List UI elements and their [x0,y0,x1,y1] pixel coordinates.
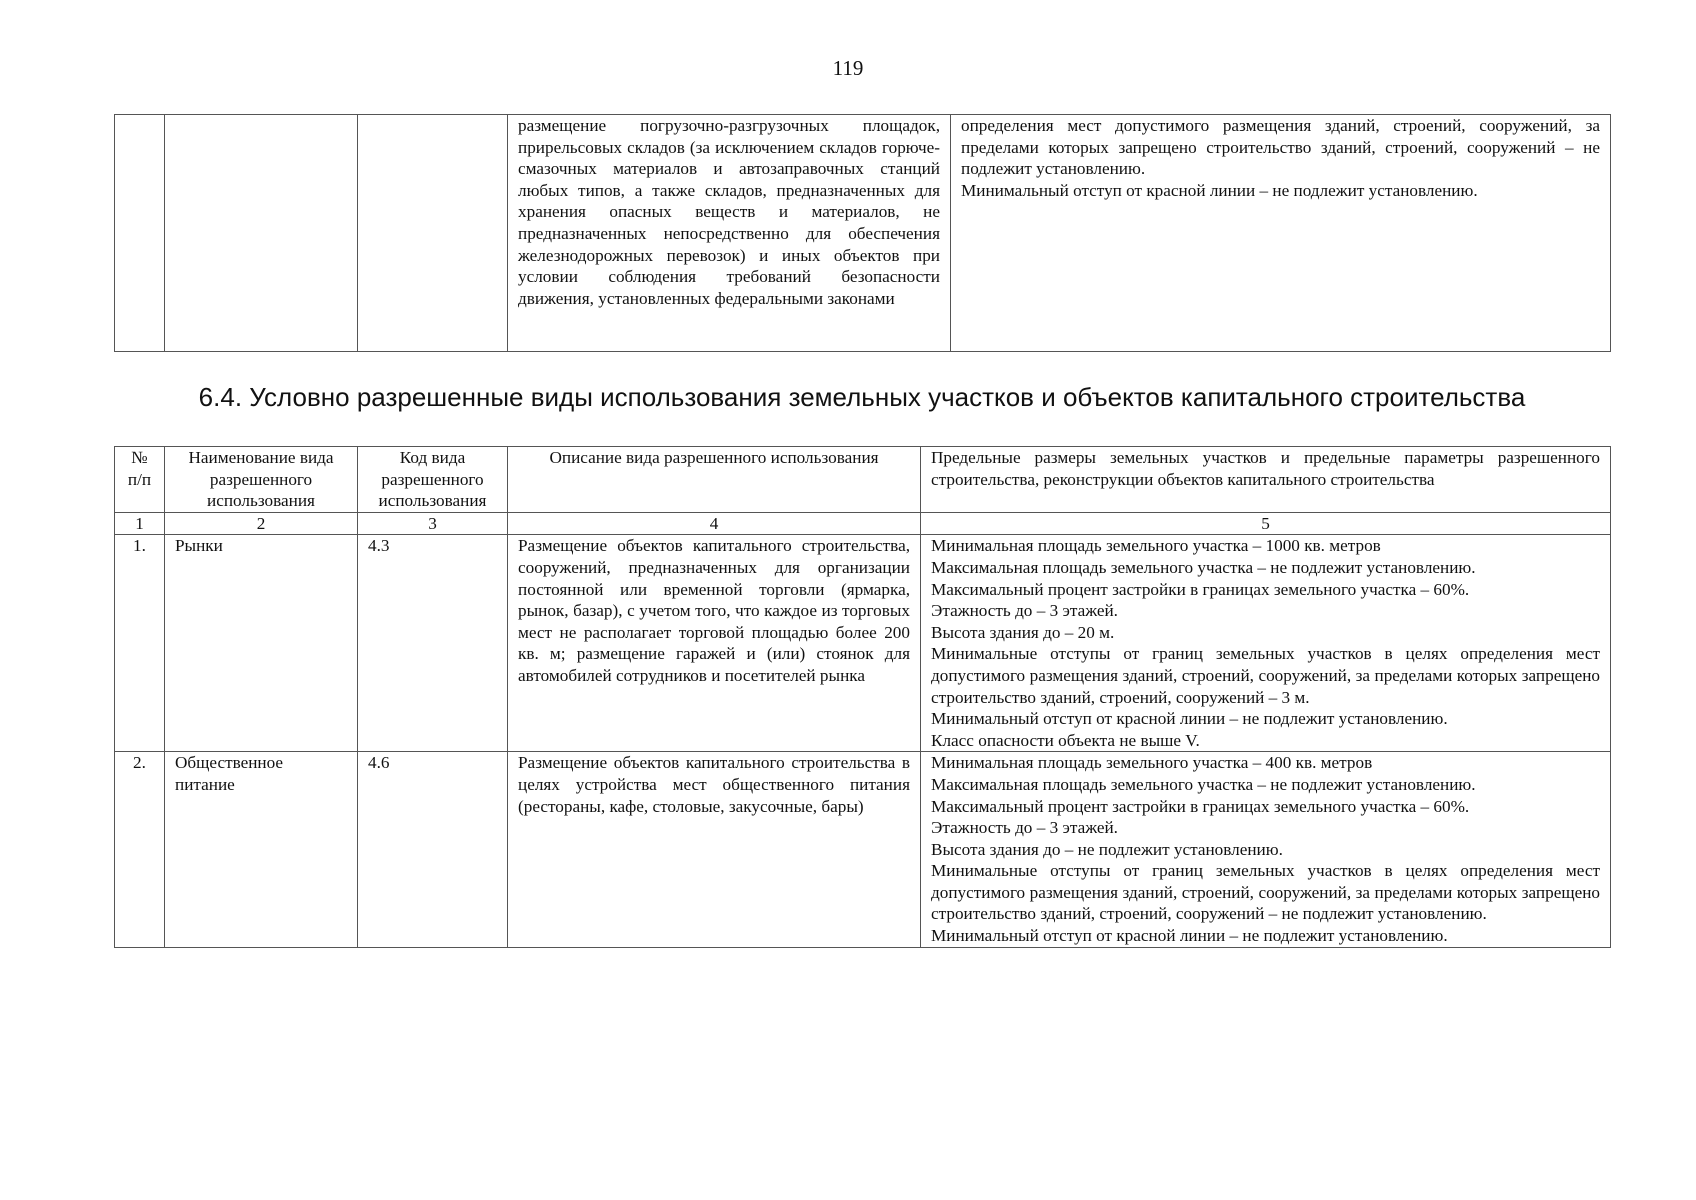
page-number: 119 [832,56,864,80]
param-line: Минимальный отступ от красной линии – не подлежит установлению. [931,709,1448,729]
row-code: 4.6 [358,752,508,947]
table-header-row [115,447,1611,513]
param-line: Минимальные отступы от границ земельных участков в целях определения мест допустимого размещения зданий, строений, сооружений, за пределами которых запрещено строительство зданий, строений, сооружений – 3 м. [931,644,1600,707]
row-num: 2. [115,752,165,947]
table-row [115,535,1611,752]
header-description: Описание вида разрешенного использования [508,447,921,513]
table-cell-empty [358,115,508,352]
param-line: определения мест допустимого размещения зданий, строений, сооружений, за пределами которых запрещено строительство зданий, строений, сооружений – не подлежит установлению. [961,116,1600,179]
column-number: 1 [115,512,165,535]
param-line: Высота здания до – не подлежит установлению. [931,839,1283,859]
column-number: 5 [921,512,1611,535]
row-params [921,535,1611,752]
row-num: 1. [115,535,165,752]
param-line: Максимальная площадь земельного участка – не подлежит установлению. [931,774,1476,794]
row-description: Размещение объектов капитального строительства в целях устройства мест общественного питания (рестораны, кафе, столовые, закусочные, бары) [508,752,921,947]
column-number-row [115,512,1611,535]
header-params: Предельные размеры земельных участков и предельные параметры разрешенного строительства, реконструкции объектов капитального строительства [921,447,1611,513]
param-line: Этажность до – 3 этажей. [931,818,1118,838]
param-line: Максимальный процент застройки в границах земельного участка – 60%. [931,796,1470,816]
continuation-table [114,114,1611,352]
param-line: Минимальная площадь земельного участка – 1000 кв. метров [931,536,1381,556]
table-cell-empty [165,115,358,352]
row-name: Рынки [165,535,358,752]
param-line: Класс опасности объекта не выше V. [931,730,1200,750]
header-num: № п/п [115,447,165,513]
row-description: Размещение объектов капитального строительства, сооружений, предназначенных для организации постоянной или временной торговли (ярмарка, рынок, базар), с учетом того, что каждое из торговых мест не располагает торговой площадью более 200 кв. м; размещение гаражей и (или) стоянок для автомобилей сотрудников и посетителей рынка [508,535,921,752]
param-line: Минимальная площадь земельного участка – 400 кв. метров [931,753,1373,773]
column-number: 3 [358,512,508,535]
param-line: Минимальный отступ от красной линии – не подлежит установлению. [961,180,1478,200]
param-line: Максимальная площадь земельного участка – не подлежит установлению. [931,557,1476,577]
param-line: Минимальные отступы от границ земельных участков в целях определения мест допустимого размещения зданий, строений, сооружений, за пределами которых запрещено строительство зданий, строений, сооружений – не подлежит установлению. [931,861,1600,924]
permitted-uses-table [114,446,1611,948]
continuation-description: размещение погрузочно-разгрузочных площадок, прирельсовых складов (за исключением складов горюче-смазочных материалов и автозаправочных станций любых типов, а также складов, предназначенных для хранения опасных веществ и материалов, не предназначенных непосредственно для обеспечения железнодорожных перевозок) и иных объектов при условии соблюдения требований безопасности движения, установленных федеральными законами [508,115,951,352]
column-number: 4 [508,512,921,535]
table-cell-empty [115,115,165,352]
table-row [115,752,1611,947]
row-params [921,752,1611,947]
continuation-params [951,115,1611,352]
header-code: Код вида разрешенного использования [358,447,508,513]
section-title: 6.4. Условно разрешенные виды использования земельных участков и объектов капитального строительства [198,382,1526,412]
header-name: Наименование вида разрешенного использования [165,447,358,513]
row-name: Общественное питание [165,752,358,947]
param-line: Максимальный процент застройки в границах земельного участка – 60%. [931,579,1470,599]
row-code: 4.3 [358,535,508,752]
column-number: 2 [165,512,358,535]
table-row [115,115,1611,352]
param-line: Минимальный отступ от красной линии – не подлежит установлению. [931,926,1448,946]
param-line: Этажность до – 3 этажей. [931,601,1118,621]
param-line: Высота здания до – 20 м. [931,622,1115,642]
